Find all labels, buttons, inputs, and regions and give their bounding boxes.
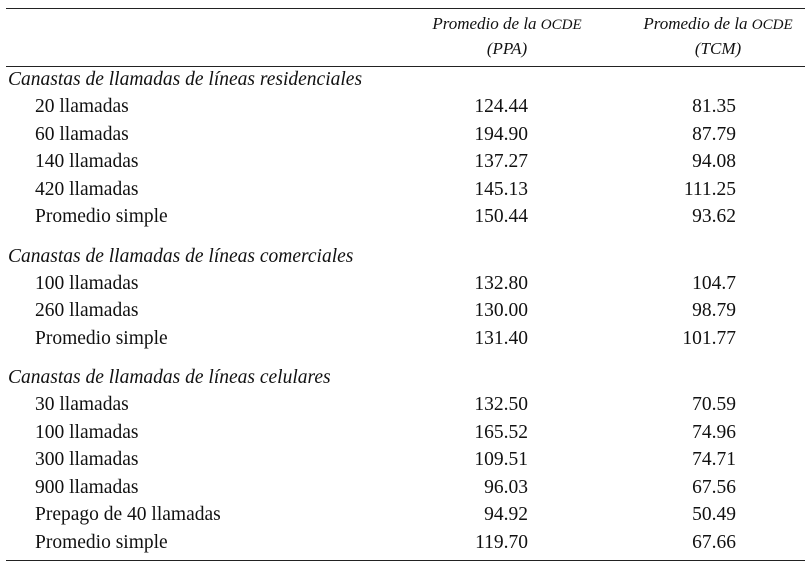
value-tcm: 94.08: [692, 151, 736, 172]
section-residenciales: [0, 66, 807, 231]
value-ppa: 119.70: [475, 531, 528, 553]
value-ppa: 165.52: [474, 421, 528, 443]
row-label: 100 llamadas: [35, 421, 139, 443]
column-header-ppa-line1: Promedio de la OCDE: [432, 14, 582, 33]
value-ppa: 150.44: [474, 206, 528, 227]
row-label: Promedio simple: [35, 327, 168, 349]
section-title: Canastas de llamadas de líneas celulares: [8, 367, 331, 388]
value-ppa: 109.51: [474, 449, 528, 470]
row-label: 420 llamadas: [35, 178, 139, 200]
value-tcm: 101.77: [682, 327, 736, 349]
table-row: [0, 325, 807, 353]
value-ppa: 132.50: [474, 394, 528, 415]
row-label: Promedio simple: [35, 531, 168, 553]
row-label: 100 llamadas: [35, 272, 139, 294]
row-label: 140 llamadas: [35, 151, 139, 172]
column-header-ppa-line2: (PPA): [486, 39, 528, 58]
table-row: [0, 270, 807, 298]
value-ppa: 94.92: [484, 504, 528, 525]
value-tcm: 93.62: [692, 206, 736, 227]
table-body: [0, 66, 807, 556]
value-ppa: 132.80: [474, 272, 528, 294]
row-label: 900 llamadas: [35, 476, 139, 498]
bottom-rule: [6, 560, 805, 561]
section-title: Canastas de llamadas de líneas residenciales: [8, 69, 363, 90]
value-tcm: 67.56: [692, 476, 736, 498]
table-row: [0, 501, 807, 529]
table-row: [0, 203, 807, 231]
section-title: Canastas de llamadas de líneas comerciales: [8, 245, 354, 267]
row-label: 260 llamadas: [35, 300, 139, 321]
value-ppa: 96.03: [484, 476, 528, 498]
column-header-tcm-line2: (TCM): [694, 39, 742, 58]
value-ppa: 137.27: [474, 151, 528, 172]
table-row: [0, 148, 807, 176]
table-row: [0, 529, 807, 557]
column-header-tcm: [622, 12, 807, 60]
value-tcm: 74.71: [692, 449, 736, 470]
value-ppa: 124.44: [474, 96, 528, 117]
section-comerciales: [0, 243, 807, 353]
row-label: Promedio simple: [35, 206, 168, 227]
row-label: 300 llamadas: [35, 449, 139, 470]
value-tcm: 50.49: [692, 504, 736, 525]
section-celulares: [0, 364, 807, 556]
value-ppa: 130.00: [474, 300, 528, 321]
top-rule: [6, 8, 805, 9]
table-row: [0, 297, 807, 325]
value-ppa: 194.90: [474, 123, 528, 145]
table-row: [0, 446, 807, 474]
value-ppa: 131.40: [474, 327, 528, 349]
value-tcm: 70.59: [692, 394, 736, 415]
value-ppa: 145.13: [474, 178, 528, 200]
value-tcm: 74.96: [692, 421, 736, 443]
row-label: Prepago de 40 llamadas: [35, 504, 221, 525]
column-header-tcm-line1: Promedio de la OCDE: [643, 14, 793, 33]
value-tcm: 87.79: [692, 123, 736, 145]
value-tcm: 111.25: [683, 178, 736, 200]
value-tcm: 81.35: [692, 96, 736, 117]
table-row: [0, 176, 807, 204]
row-label: 30 llamadas: [35, 394, 129, 415]
row-label: 20 llamadas: [35, 96, 129, 117]
table-row: [0, 93, 807, 121]
table-row: [0, 121, 807, 149]
column-header-ppa: [412, 12, 602, 60]
table-row: [0, 419, 807, 447]
table-row: [0, 474, 807, 502]
value-tcm: 67.66: [692, 531, 736, 553]
value-tcm: 98.79: [692, 300, 736, 321]
row-label: 60 llamadas: [35, 123, 129, 145]
value-tcm: 104.7: [692, 272, 736, 294]
table-row: [0, 391, 807, 419]
